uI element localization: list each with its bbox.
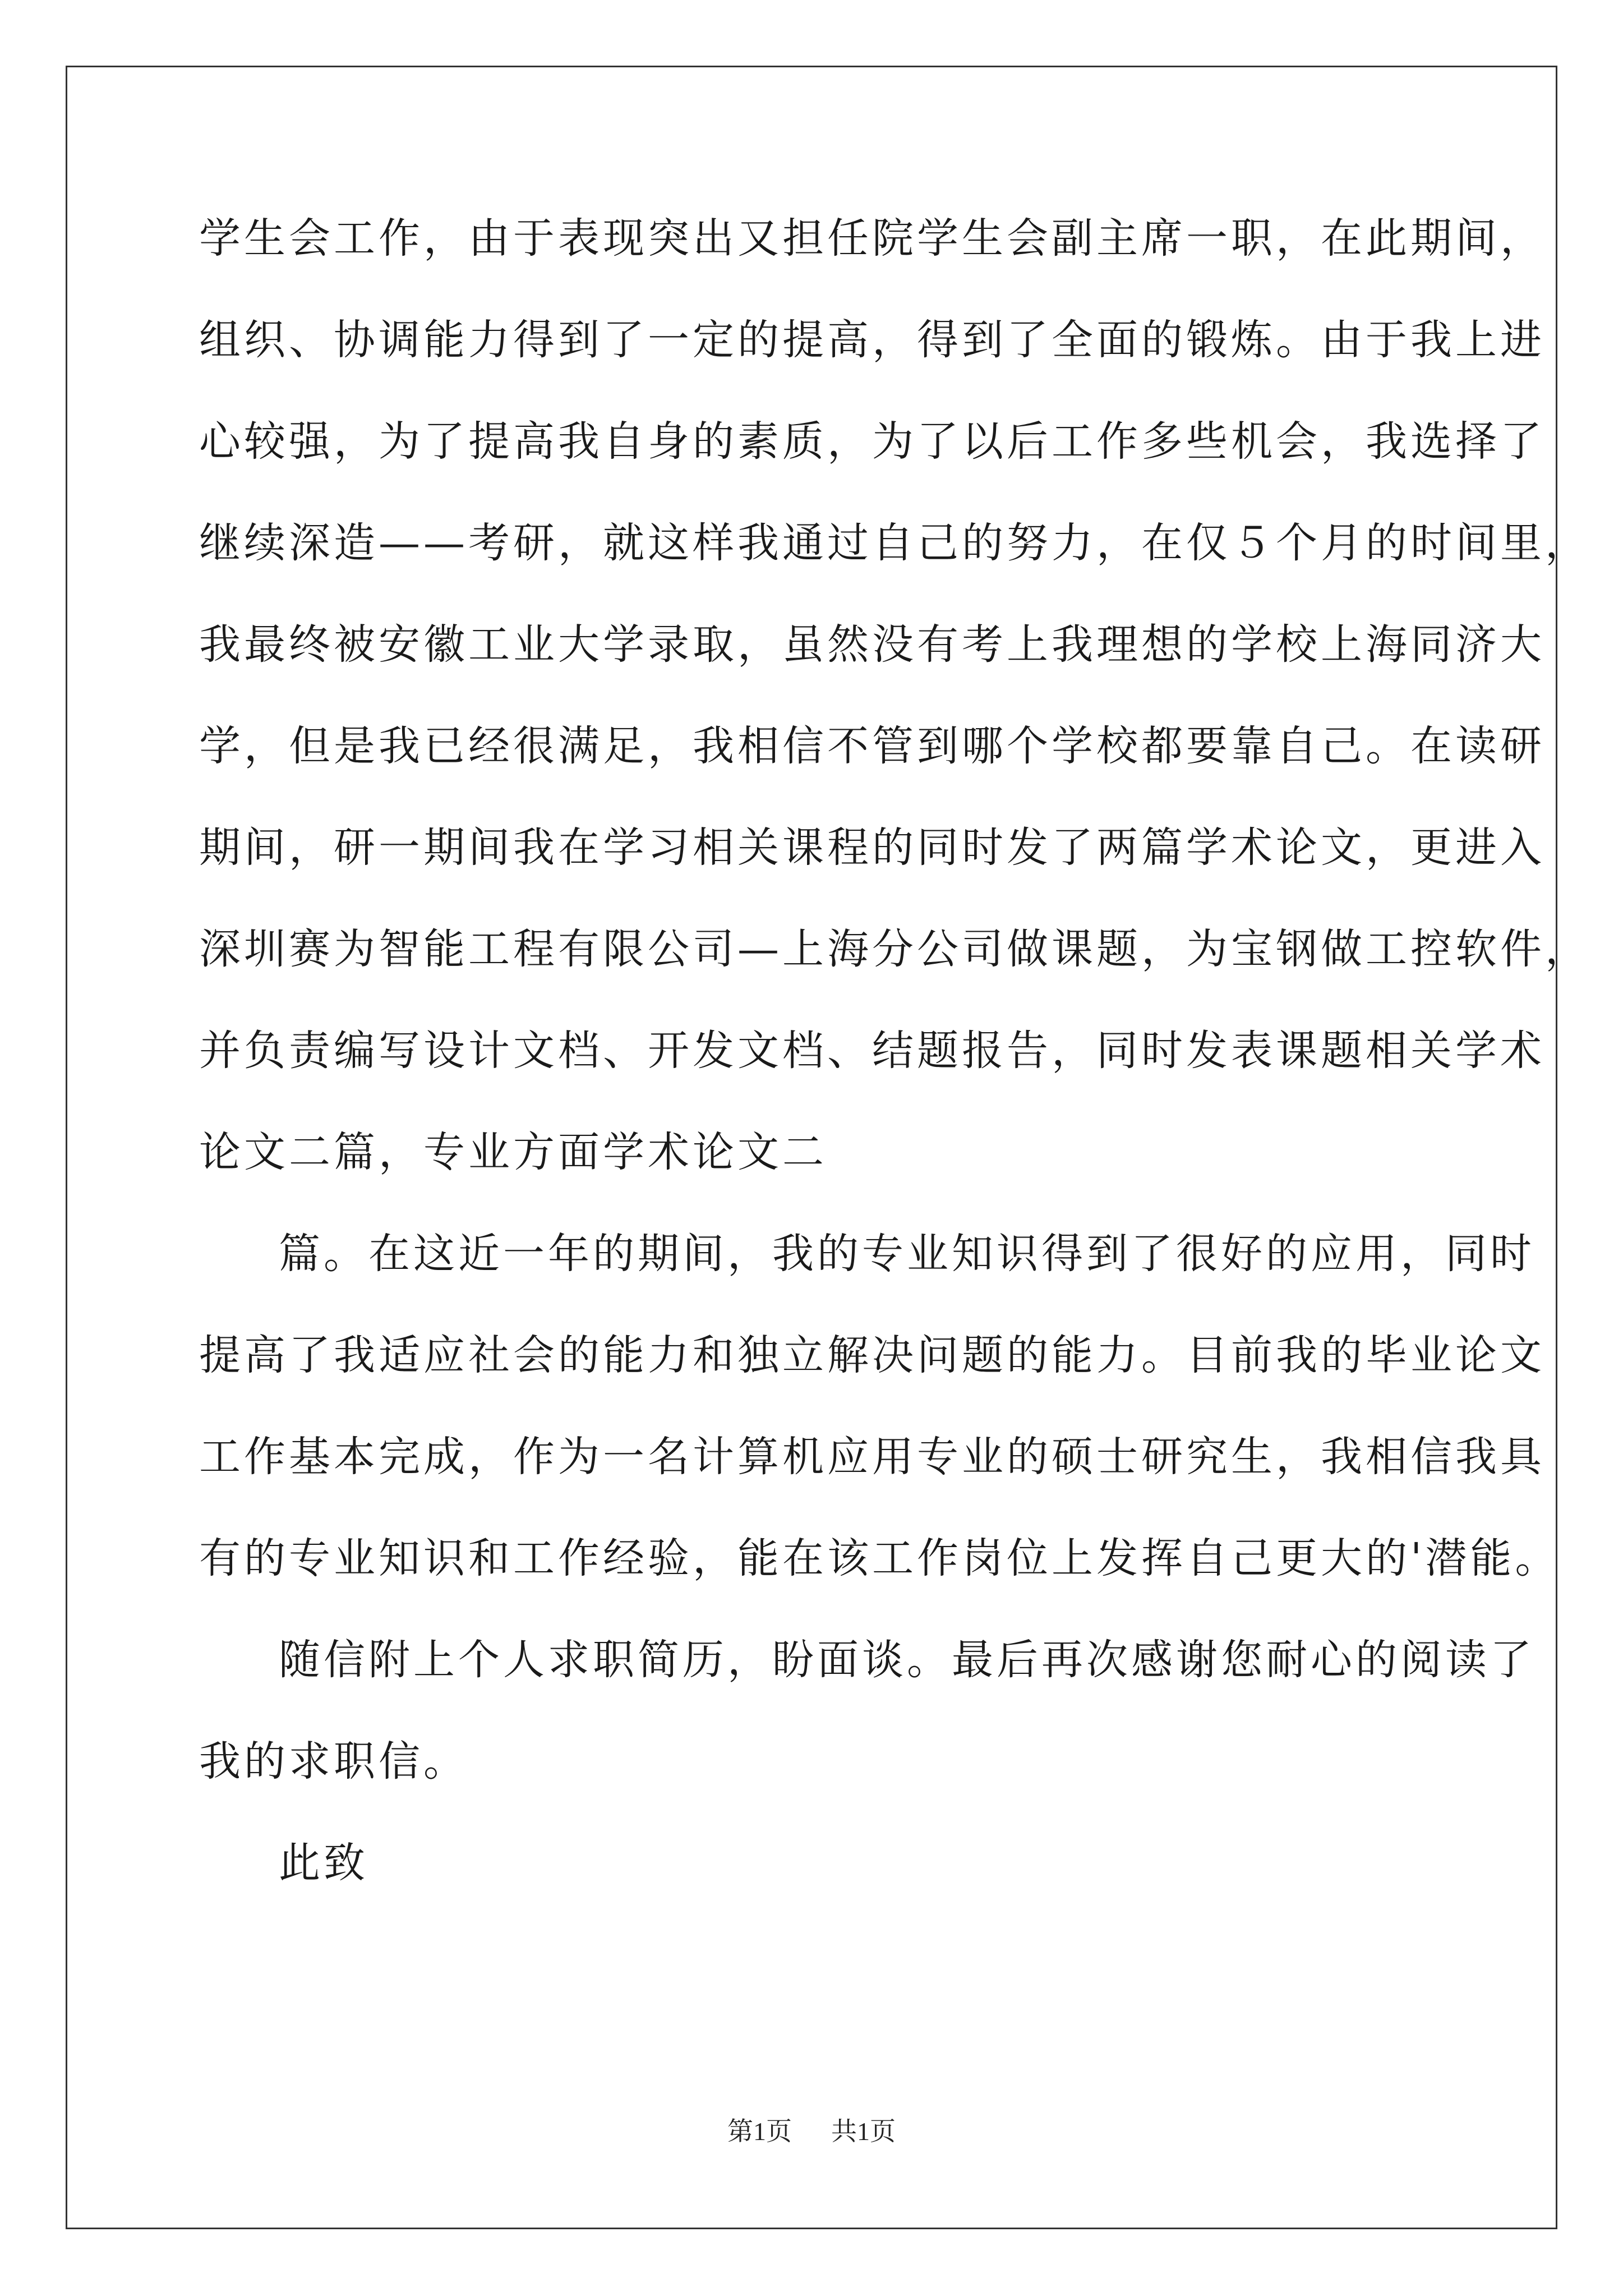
text-line: 我的求职信。 bbox=[199, 1737, 468, 1786]
text-line: 心较强，为了提高我自身的素质，为了以后工作多些机会，我选择了 bbox=[199, 417, 1545, 466]
letter-body bbox=[199, 188, 1590, 1914]
text-line: 论文二篇，专业方面学术论文二 bbox=[199, 1128, 827, 1176]
text-line: 篇。在这近一年的期间，我的专业知识得到了很好的应用，同时 bbox=[279, 1230, 1535, 1278]
text-line: 学生会工作，由于表现突出又担任院学生会副主席一职，在此期间， bbox=[199, 214, 1545, 263]
text-line: 深圳赛为智能工程有限公司—上海分公司做课题，为宝钢做工控软件， bbox=[199, 925, 1590, 973]
salutation-closing: 此致 bbox=[279, 1839, 368, 1887]
text-line: 工作基本完成，作为一名计算机应用专业的硕士研究生，我相信我具 bbox=[199, 1433, 1545, 1481]
page-footer bbox=[0, 2115, 1623, 2148]
page-number-total: 共1页 bbox=[831, 2117, 896, 2146]
page-number-current: 第1页 bbox=[727, 2117, 792, 2146]
text-line: 提高了我适应社会的能力和独立解决问题的能力。目前我的毕业论文 bbox=[199, 1331, 1545, 1379]
text-line: 期间，研一期间我在学习相关课程的同时发了两篇学术论文，更进入 bbox=[199, 823, 1545, 872]
text-line: 有的专业知识和工作经验，能在该工作岗位上发挥自己更大的'潜能。 bbox=[199, 1534, 1560, 1582]
text-line: 学，但是我已经很满足，我相信不管到哪个学校都要靠自己。在读研 bbox=[199, 722, 1545, 770]
text-line: 组织、协调能力得到了一定的提高，得到了全面的锻炼。由于我上进 bbox=[199, 316, 1545, 364]
text-line: 并负责编写设计文档、开发文档、结题报告，同时发表课题相关学术 bbox=[199, 1027, 1545, 1075]
text-line: 我最终被安徽工业大学录取，虽然没有考上我理想的学校上海同济大 bbox=[199, 620, 1545, 669]
text-line: 继续深造——考研，就这样我通过自己的努力，在仅５个月的时间里， bbox=[199, 519, 1590, 567]
text-line: 随信附上个人求职简历，盼面谈。最后再次感谢您耐心的阅读了 bbox=[279, 1636, 1535, 1684]
